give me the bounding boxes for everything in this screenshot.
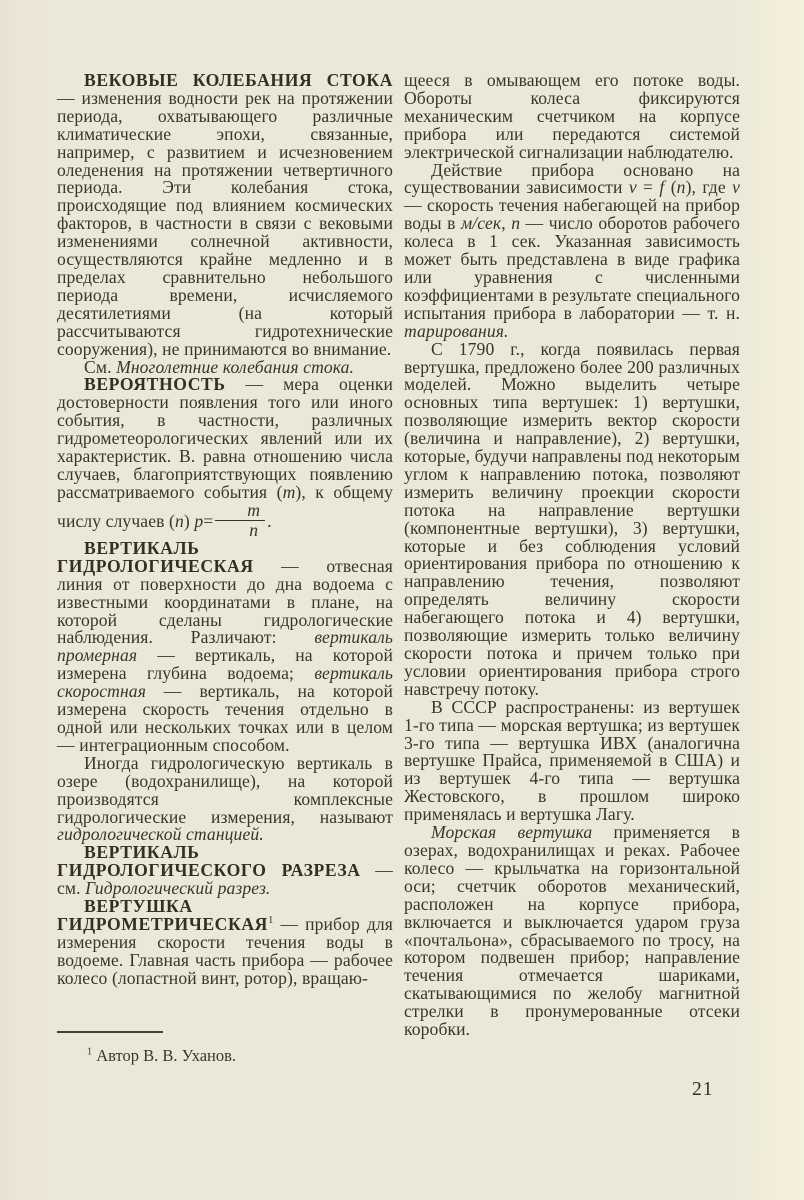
text-run: =	[636, 177, 660, 198]
italic-term: v	[628, 177, 637, 198]
italic-term: v	[732, 177, 740, 198]
paragraph	[404, 338, 740, 699]
text-run: (	[664, 177, 677, 198]
text-run: — отвесная линия от поверхности до дна водоема с известными координатами в плане, на которой сделаны гидрологические наблюдения. Различают:	[57, 555, 393, 648]
footnote-divider	[57, 1031, 163, 1033]
headword: ВЕРТУШКА ГИДРОМЕТРИЧЕСКАЯ	[57, 896, 268, 934]
headword: ВЕРТИКАЛЬ ГИДРОЛОГИЧЕСКАЯ	[57, 537, 254, 576]
text-run: щееся в омывающем его потоке воды. Обороты колеса фиксируются механическим счетчиком на корпусе прибора или передаются системой электрической сигнализации наблюдателю.	[404, 70, 740, 162]
text-run: ), к общему числу случаев (	[57, 481, 393, 531]
paragraph	[57, 72, 393, 359]
text-run: С 1790 г., когда появилась первая вертушка, предложено более 200 различных моделей. Можно выделить четыре основных типа вертушек: 1) вертушки, позволяющие измерить вектор скорости (величина и направление), 2) вертушки, которые, будучи направлены под некоторым углом к направлению потока, позволяют измерить величину проекции скорости потока на направление вертушки (компонентные вертушки), 3) вертушки, которые и без соблюдения условий ориентирования прибора по отношению к направлению течения, позволяют определять величину скорости набегающего потока и 4) вертушки, позволяющие измерить только величину скорости потока и причем только при условии ориентирования прибора строго навстречу потоку.	[404, 338, 740, 699]
page-number: 21	[692, 1079, 714, 1100]
italic-term: вертикаль промерная	[57, 627, 393, 666]
italic-term: тарирования.	[404, 320, 509, 341]
right-column	[404, 72, 740, 1039]
text-run: См.	[84, 356, 117, 377]
italic-term: m	[282, 481, 296, 502]
text-run: Иногда гидрологическую вертикаль в озере (водохранилище), на которой производятся комплексные гидрологические измерения, называют	[57, 752, 393, 827]
italic-term: n	[511, 213, 521, 234]
fraction-denominator: n	[249, 520, 259, 541]
italic-term: Морская вертушка	[431, 822, 593, 843]
text-run: Действие прибора основано на существовании зависимости	[404, 159, 740, 198]
paragraph	[57, 376, 393, 540]
footnote-text	[57, 1047, 393, 1065]
paragraph	[57, 844, 393, 898]
fraction-numerator: m	[215, 502, 265, 522]
fraction	[215, 499, 265, 541]
text-run: применяется в озерах, водохранилищах и реках. Рабочее колесо — крыльчатка на горизонтальной оси; счетчик оборотов механический, расположен на корпусе прибора, включается и выключается ударом груза «почтальона», сбрасываемого по тросу, на котором подвешен прибор; направление течения отмечается шариками, скатывающимися по желобу магнитной стрелки в пронумерованные отсеки коробки.	[404, 822, 740, 1040]
paragraph	[404, 696, 740, 825]
paragraph	[404, 824, 740, 1039]
text-run: — вертикаль, на которой измерена скорость течения отдельно в одной или нескольких точках или в целом — интеграционным способом.	[57, 681, 393, 755]
italic-term: n	[174, 510, 184, 531]
paragraph	[404, 72, 740, 162]
italic-term: вертикаль скоростная	[57, 663, 393, 702]
paragraph	[57, 752, 393, 845]
text-run: )	[183, 510, 195, 531]
paragraph	[57, 898, 393, 988]
text-run: ,	[501, 213, 512, 234]
text-run: — прибор для измерения скорости течения воды в водоеме. Главная часть прибора — рабочее колесо (лопастной винт, ротор), вращаю-	[57, 913, 393, 988]
italic-term: гидрологической станцией.	[57, 824, 264, 845]
text-run: =	[203, 510, 214, 531]
italic-term: n	[676, 177, 686, 198]
text-run: — число оборотов рабочего колеса в 1 сек. Указанная зависимость может быть представлена в виде графика или уравнения с численными коэффициентами в результате специального испытания прибора в лаборатории — т. н.	[404, 213, 740, 323]
paragraph	[57, 537, 393, 755]
headword: ВЕКОВЫЕ КОЛЕБАНИЯ СТОКА	[84, 70, 393, 90]
italic-term: Гидрологический разрез.	[85, 878, 271, 899]
italic-term: м/сек	[460, 213, 502, 234]
italic-term: Многолетние колебания стока.	[116, 356, 355, 377]
text-run: — скорость течения набегающей на прибор воды в	[404, 195, 740, 234]
footnote-marker: 1	[87, 1046, 93, 1057]
headword: ВЕРОЯТНОСТЬ	[84, 374, 226, 395]
footnote	[57, 1031, 393, 1065]
italic-term: p	[194, 510, 204, 531]
text-run: — мера оценки достоверности появления того или иного события, в частности, различных гидрометеорологических явлений или их характеристик. В. равна отношению числа случаев, благоприятствующих появлению рассматриваемого события (	[57, 374, 393, 502]
text-run: В СССР распространены: из вертушек 1-го типа — морская вертушка; из вертушек 3-го типа — вертушка ИВХ (аналогична вертушке Прайса, применяемой в США) и из вертушек 4-го типа — вертушка Жестовского, в прошлом широко применялась и вертушка Лагу.	[404, 696, 740, 825]
text-run: — вертикаль, на которой измерена глубина водоема;	[57, 645, 393, 684]
headword: ВЕРТИКАЛЬ ГИДРОЛОГИЧЕСКОГО РАЗРЕЗА	[57, 842, 361, 881]
footnote-body: Автор В. В. Уханов.	[92, 1045, 237, 1065]
text-run: .	[267, 510, 272, 531]
text-run: — см.	[57, 860, 393, 899]
footnote-reference: 1	[267, 914, 274, 927]
italic-term: f	[659, 177, 665, 198]
text-run: — изменения водности рек на протяжении периода, охватывающего различные климатические эпохи, связанные, например, с развитием и исчезновением оледенения на протяжении четвертичного периода. Эти колебания стока, происходящие под влиянием космических факторов, в частности в связи с вековыми изменениями солнечной активности, осуществляются крайне медленно и в пределах сравнительно небольшого периода времени, исчисляемого десятилетиями (на который рассчитываются гидротехнические сооружения), не принимаются во внимание.	[57, 87, 393, 359]
left-column	[57, 72, 393, 988]
paragraph	[404, 159, 740, 341]
text-run: ), где	[685, 177, 733, 198]
